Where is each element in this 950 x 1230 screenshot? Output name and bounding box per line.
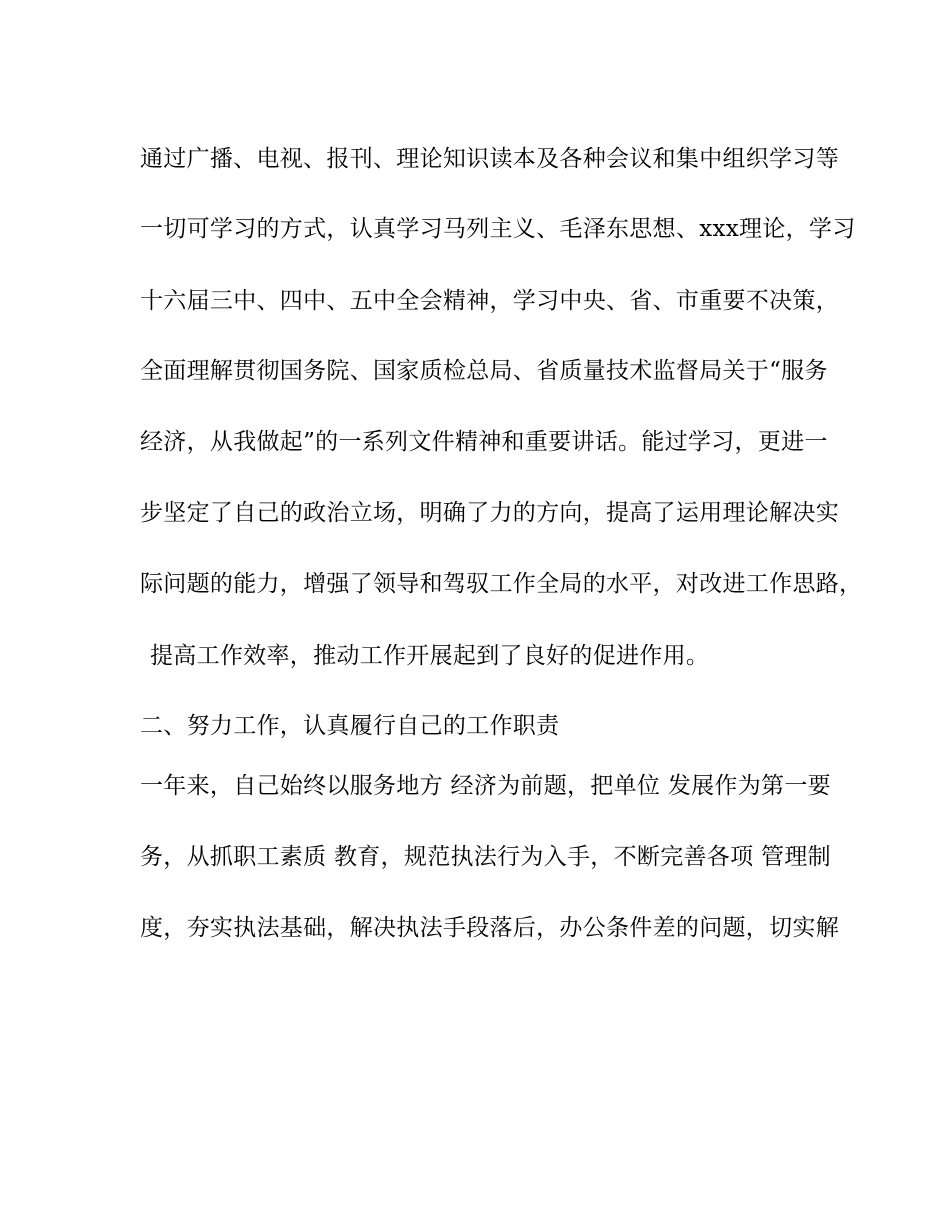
paragraph-line: 提高工作效率，推动工作开展起到了良好的促进作用。 bbox=[150, 643, 710, 669]
paragraph-line: 经济，从我做起”的一系列文件精神和重要讲话。能过学习，更进一 bbox=[140, 429, 828, 455]
paragraph-line: 十六届三中、四中、五中全会精神，学习中央、省、市重要不决策， bbox=[140, 288, 839, 314]
paragraph-line: 度，夯实执法基础，解决执法手段落后，办公条件差的问题，切实解 bbox=[140, 915, 839, 941]
paragraph-line: 一切可学习的方式，认真学习马列主义、毛泽东思想、xxx理论，学习 bbox=[140, 216, 856, 242]
paragraph-line: 全面理解贯彻国务院、国家质检总局、省质量技术监督局关于“服务 bbox=[140, 358, 828, 384]
paragraph-line: 一年来，自己始终以服务地方 经济为前题，把单位 发展作为第一要 bbox=[140, 773, 831, 799]
paragraph-line: 步坚定了自己的政治立场，明确了力的方向，提高了运用理论解决实 bbox=[140, 500, 839, 526]
paragraph-line: 际问题的能力，增强了领导和驾驭工作全局的水平，对改进工作思路， bbox=[140, 571, 863, 597]
paragraph-line: 务，从抓职工素质 教育，规范执法行为入手，不断完善各项 管理制 bbox=[140, 844, 831, 870]
section-heading: 二、努力工作，认真履行自己的工作职责 bbox=[140, 713, 560, 739]
paragraph-line: 通过广播、电视、报刊、理论知识读本及各种会议和集中组织学习等 bbox=[140, 146, 839, 172]
